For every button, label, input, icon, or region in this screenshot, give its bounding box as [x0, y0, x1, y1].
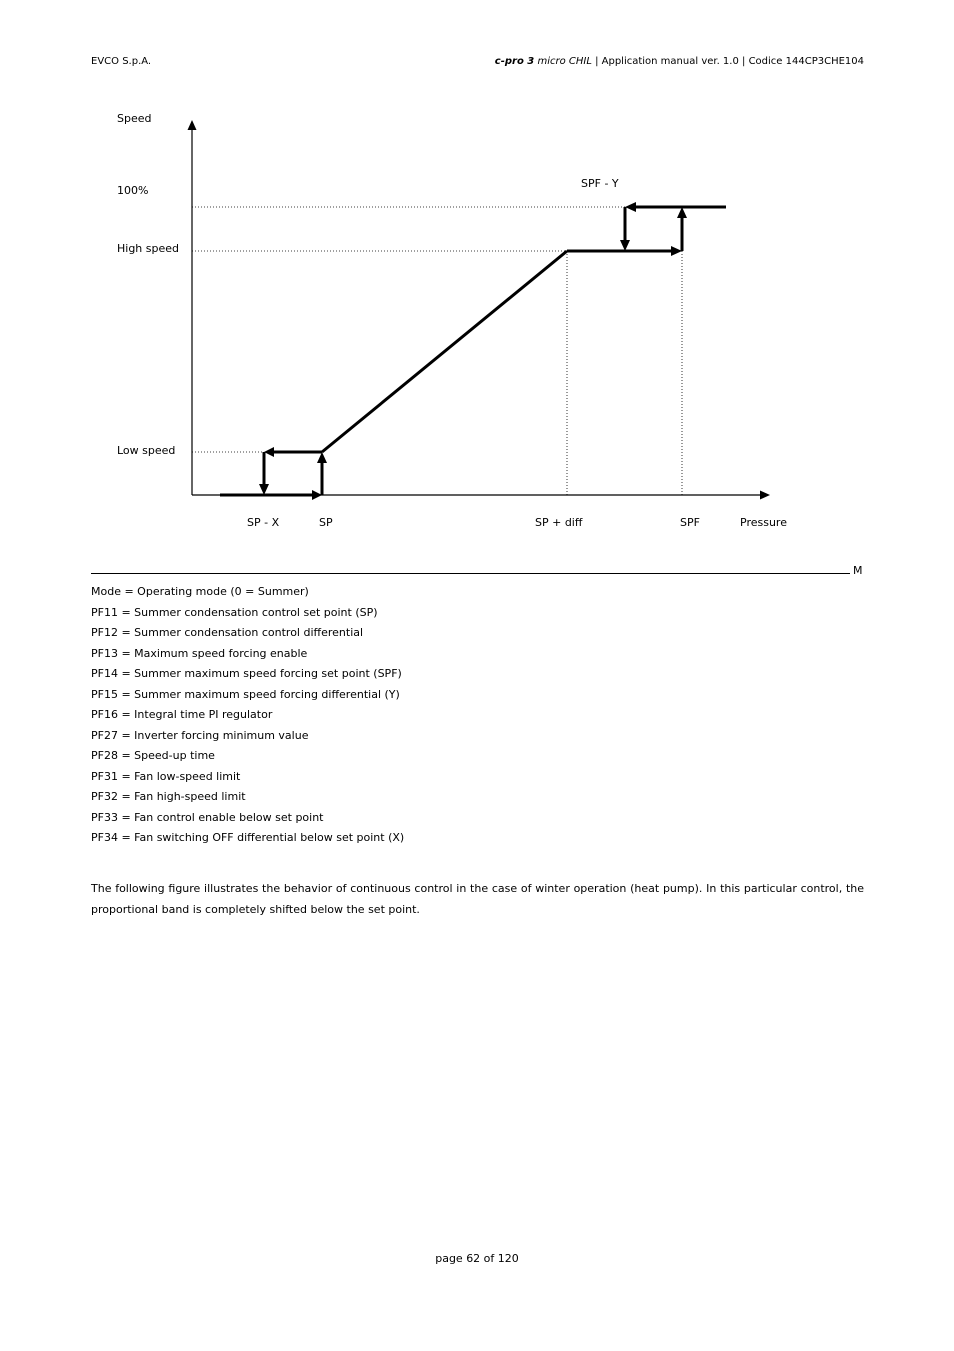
parameter-item: Mode = Operating mode (0 = Summer) — [91, 585, 309, 598]
parameter-item: PF12 = Summer condensation control differential — [91, 626, 364, 639]
parameter-item: PF32 = Fan high-speed limit — [91, 790, 246, 803]
header-product-italic: micro CHIL — [537, 56, 592, 67]
header-product-bold: c-pro 3 — [494, 56, 535, 67]
x-label-sp: SP — [319, 516, 333, 529]
parameter-item: PF27 = Inverter forcing minimum value — [91, 728, 309, 742]
y-axis-arrowhead — [188, 120, 197, 130]
y-label-high-speed: High speed — [117, 242, 180, 255]
parameter-item: PF13 = Maximum speed forcing enable — [91, 646, 308, 660]
x-label-sp-minus-x: SP - X — [247, 516, 280, 529]
arrowhead-down-spx — [259, 484, 269, 495]
parameter-item: PF28 = Speed-up time — [91, 749, 215, 762]
x-axis-label: Pressure — [740, 516, 787, 529]
header-manual-info: | Application manual ver. 1.0 | Codice 144CP3CHE104 — [591, 56, 864, 67]
y-label-100: 100% — [117, 184, 149, 197]
parameter-item: PF11 = Summer condensation control set point (SP) — [91, 605, 378, 619]
page-number: page 62 of 120 — [435, 1252, 519, 1265]
x-label-spf: SPF — [680, 516, 700, 529]
speed-pressure-diagram — [0, 0, 954, 560]
x-label-sp-plus-diff: SP + diff — [535, 516, 583, 529]
rule-mark: M — [853, 564, 863, 577]
separator-rule — [91, 573, 850, 574]
label-spf-minus-y: SPF - Y — [581, 177, 619, 190]
parameter-item: PF15 = Summer maximum speed forcing differential (Y) — [91, 687, 400, 701]
parameter-item: PF16 = Integral time PI regulator — [91, 708, 273, 721]
y-axis-label: Speed — [117, 112, 152, 125]
arrowhead-up-spf — [677, 207, 687, 218]
header-company: EVCO S.p.A. — [91, 56, 152, 67]
x-axis-arrowhead — [760, 491, 770, 500]
parameter-list — [91, 582, 404, 849]
parameter-item: PF34 = Fan switching OFF differential below set point (X) — [91, 831, 405, 844]
curve-proportional-ramp — [322, 251, 567, 452]
parameter-item: PF33 = Fan control enable below set point — [91, 810, 324, 824]
arrowhead-up-sp — [317, 452, 327, 463]
arrowhead-right-high — [671, 246, 682, 256]
arrowhead-left-max — [625, 202, 636, 212]
arrowhead-down-spfy — [620, 240, 630, 251]
y-label-low-speed: Low speed — [117, 444, 176, 457]
diagram-graphic — [0, 0, 954, 560]
parameter-item: PF31 = Fan low-speed limit — [91, 769, 241, 783]
body-paragraph: The following figure illustrates the behavior of continuous control in the case of winter operation (heat pump). In this particular control, the proportional band is completely shifted below the set point. — [91, 882, 864, 916]
parameter-item: PF14 = Summer maximum speed forcing set point (SPF) — [91, 667, 402, 680]
